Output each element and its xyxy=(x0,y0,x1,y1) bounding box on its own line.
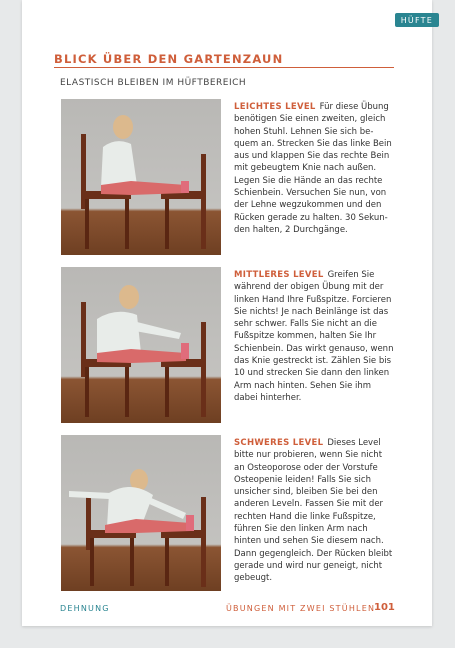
page-subtitle: ELASTISCH BLEIBEN IM HÜFTBEREICH xyxy=(60,78,247,88)
level-hard-text: Dieses Level bitte nur probieren, wenn Sie nicht an Osteoporose oder der Vorstufe Osteopenie leiden! Falls Sie sich unsicher sind, bleiben Sie bei den anderen Leveln. Fassen Sie mit der rechten Hand die linke Fußspitze, führen Sie den linken Arm nach hinten und sehen Sie diesem nach. Dann gegengleich. Der Rücken bleibt gerade und wird nur geneigt, nicht gebeugt. xyxy=(234,438,393,584)
level-medium-title: MITTLERES LEVEL xyxy=(234,270,324,280)
footer-section: ÜBUNGEN MIT ZWEI STÜHLEN xyxy=(226,604,376,613)
level-easy-text: Für diese Übung benötigen Sie einen zweiten, gleich hohen Stuhl. Lehnen Sie sich bequem an. Strecken Sie das linke Bein aus und klappen Sie das rechte Bein mit gebeugtem Knie nach außen. Legen Sie die Hände an das rechte Schienbein. Versuchen Sie nun, von der Lehne wegzukommen und den Rücken gerade zu halten. 30 Sekunden halten, 2 Durchgänge. xyxy=(234,102,392,235)
footer-chapter: DEHNUNG xyxy=(60,604,110,613)
level-hard-title: SCHWERES LEVEL xyxy=(234,438,324,448)
page-number: 101 xyxy=(374,602,395,613)
chapter-tab: HÜFTE xyxy=(395,13,439,27)
level-hard-description xyxy=(234,437,394,585)
level-medium-text: Greifen Sie während der obigen Übung mit der linken Hand Ihre Fußspitze. Forcieren Sie nichts! Je nach Beinlänge ist das sehr schwer. Falls Sie nicht an die Fußspitze kommen, halten Sie Ihr Schienbein. Das wirkt genauso, wenn das Knie gestreckt ist. Zählen Sie bis 10 und strecken Sie dann den linken Arm nach hinten. Sehen Sie ihm dabei hinterher. xyxy=(234,270,394,403)
header-divider xyxy=(54,67,394,68)
level-medium-description xyxy=(234,269,394,404)
level-easy-description xyxy=(234,101,394,236)
exercise-photo-medium xyxy=(61,267,221,423)
section-title: BLICK ÜBER DEN GARTENZAUN xyxy=(54,52,284,66)
exercise-photo-easy xyxy=(61,99,221,255)
exercise-photo-hard xyxy=(61,435,221,591)
level-easy-title: LEICHTES LEVEL xyxy=(234,102,316,112)
